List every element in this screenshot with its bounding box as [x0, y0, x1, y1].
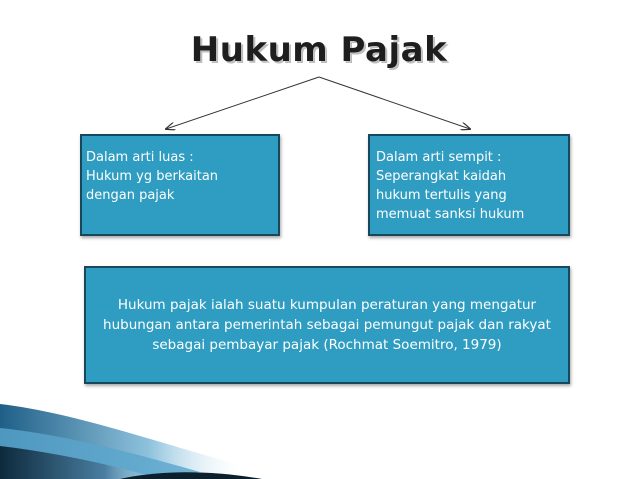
box-definition	[84, 266, 570, 384]
page-title: Hukum Pajak	[190, 30, 448, 70]
definition-text: Hukum pajak ialah suatu kumpulan peraturan yang mengatur hubungan antara pemerintah sebagai pemungut pajak dan rakyat sebagai pembayar pajak (Rochmat Soemitro, 1979)	[103, 297, 551, 353]
arrow-right	[319, 77, 470, 129]
box-narrow-meaning: Dalam arti sempit : Seperangkat kaidah hukum tertulis yang memuat sanksi hukum	[368, 134, 570, 236]
box-broad-meaning: Dalam arti luas : Hukum yg berkaitan dengan pajak	[80, 134, 280, 236]
arrow-left	[166, 77, 319, 129]
decorative-swoosh	[0, 404, 262, 479]
